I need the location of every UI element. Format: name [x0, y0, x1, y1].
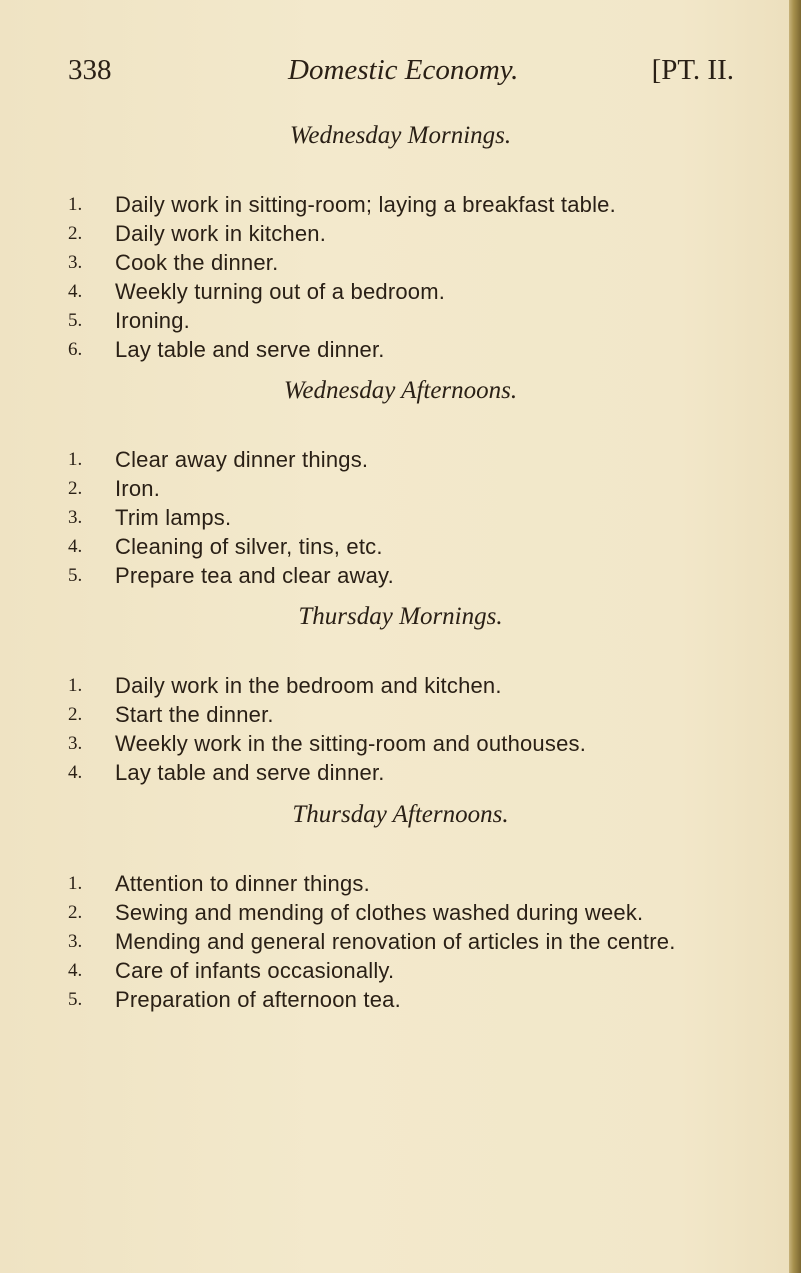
item-text: Clear away dinner things.: [115, 447, 369, 472]
item-number: 4.: [68, 536, 83, 557]
item-number: 5.: [68, 565, 83, 586]
item-text: Lay table and serve dinner.: [115, 337, 385, 362]
item-text: Cook the dinner.: [115, 250, 279, 275]
item-text: Mending and general renovation of articles in the centre.: [115, 929, 676, 954]
running-title: Domestic Economy.: [288, 54, 519, 86]
item-text: Daily work in the bedroom and kitchen.: [115, 673, 502, 698]
list-item: [68, 958, 768, 990]
list-item: [68, 308, 768, 340]
item-number: 4.: [68, 960, 83, 981]
item-text: Daily work in kitchen.: [115, 221, 327, 246]
item-text: Preparation of afternoon tea.: [115, 987, 401, 1012]
item-number: 3.: [68, 507, 83, 528]
list-item: [68, 192, 768, 224]
item-number: 3.: [68, 733, 83, 754]
list-item: [68, 447, 768, 479]
list-item: [68, 987, 768, 1019]
section-heading-wednesday-mornings: Wednesday Mornings.: [289, 122, 512, 149]
page-edge: [789, 0, 801, 1273]
item-number: 5.: [68, 989, 83, 1010]
item-text: Lay table and serve dinner.: [115, 760, 385, 785]
item-number: 1.: [68, 873, 83, 894]
item-number: 2.: [68, 223, 83, 244]
list-item: [68, 673, 768, 705]
item-text: Care of infants occasionally.: [115, 958, 395, 983]
item-number: 3.: [68, 252, 83, 273]
item-text: Trim lamps.: [115, 505, 232, 530]
list-item: [68, 760, 768, 792]
list-item: [68, 929, 768, 961]
page-number: 338: [68, 54, 112, 86]
item-text: Sewing and mending of clothes washed during week.: [115, 900, 644, 925]
section-heading-thursday-mornings: Thursday Mornings.: [298, 603, 503, 630]
item-text: Cleaning of silver, tins, etc.: [115, 534, 383, 559]
list-item: [68, 221, 768, 253]
item-text: Daily work in sitting-room; laying a breakfast table.: [115, 192, 616, 217]
list-item: [68, 871, 768, 903]
part-label: [PT. II.: [651, 54, 734, 86]
item-number: 1.: [68, 194, 83, 215]
item-number: 1.: [68, 449, 83, 470]
list-item: [68, 337, 768, 369]
list-item: [68, 702, 768, 734]
item-number: 2.: [68, 902, 83, 923]
list-item: [68, 534, 768, 566]
item-number: 2.: [68, 478, 83, 499]
list-item: [68, 731, 768, 763]
item-text: Attention to dinner things.: [115, 871, 370, 896]
list-item: [68, 250, 768, 282]
item-text: Prepare tea and clear away.: [115, 563, 394, 588]
list-item: [68, 505, 768, 537]
list-item: [68, 563, 768, 595]
item-text: Start the dinner.: [115, 702, 274, 727]
item-number: 2.: [68, 704, 83, 725]
item-number: 4.: [68, 281, 83, 302]
section-heading-thursday-afternoons: Thursday Afternoons.: [292, 801, 509, 828]
list-item: [68, 900, 768, 932]
list-item: [68, 279, 768, 311]
list-item: [68, 476, 768, 508]
item-number: 3.: [68, 931, 83, 952]
section-heading-wednesday-afternoons: Wednesday Afternoons.: [283, 377, 518, 404]
item-number: 1.: [68, 675, 83, 696]
item-number: 4.: [68, 762, 83, 783]
running-head: [68, 54, 734, 94]
item-number: 5.: [68, 310, 83, 331]
item-text: Iron.: [115, 476, 161, 501]
item-number: 6.: [68, 339, 83, 360]
item-text: Weekly work in the sitting-room and outhouses.: [115, 731, 587, 756]
item-text: Weekly turning out of a bedroom.: [115, 279, 446, 304]
item-text: Ironing.: [115, 308, 190, 333]
